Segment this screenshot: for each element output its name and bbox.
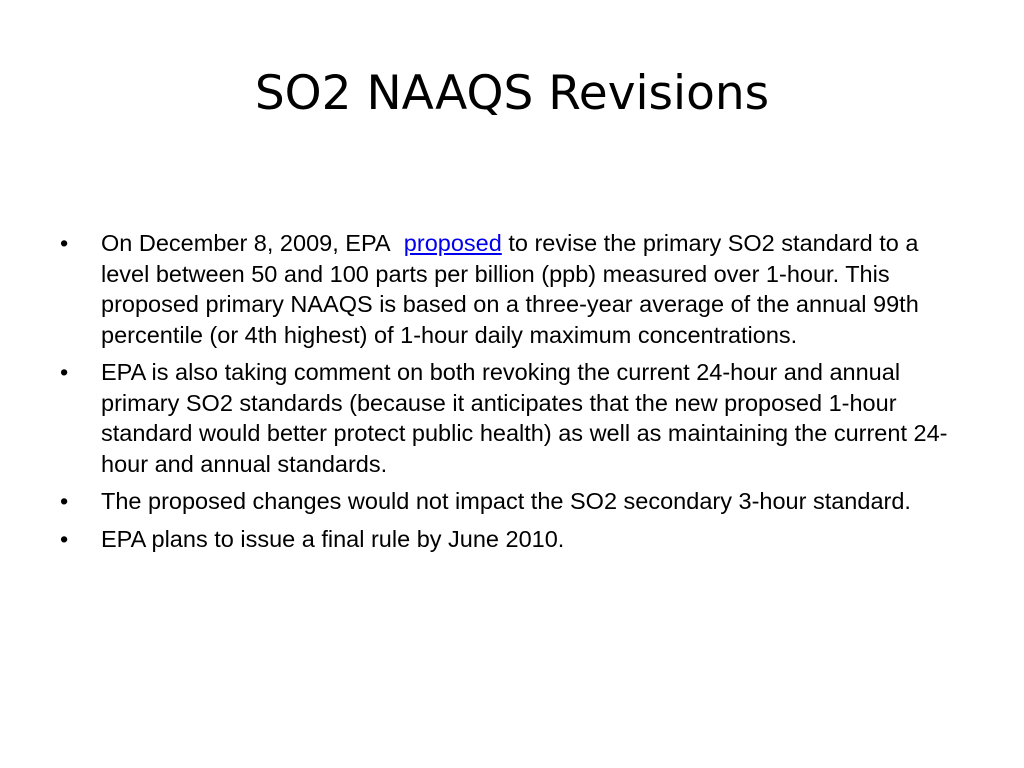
bullet-item-final-rule	[60, 524, 970, 555]
bullet-item-secondary-standard	[60, 486, 970, 517]
bullet-icon: •	[60, 525, 69, 552]
bullet-icon: •	[60, 230, 69, 256]
slide-title: SO2 NAAQS Revisions	[254, 66, 770, 121]
bullet-text-after-link: to revise the primary SO2 standard to a level between 50 and 100 parts per billion (ppb) measured over 1-hour. This proposed primary NAAQS is based on a three-year average of the annual 99th percentile (or 4th highest) of 1-hour daily maximum concentrations.	[101, 230, 919, 348]
proposed-link[interactable]: proposed	[403, 230, 502, 256]
bullet-icon: •	[60, 488, 69, 514]
bullet-text-before-link: On December 8, 2009, EPA	[101, 230, 396, 256]
bullet-item-proposal	[60, 228, 970, 350]
bullet-text: EPA is also taking comment on both revoking the current 24-hour and annual primary SO2 standards (because it anticipates that the new proposed 1-hour standard would better protect public health) as well as maintaining the current 24-hour and annual standards.	[101, 359, 948, 477]
bullet-item-comment	[60, 357, 970, 479]
bullet-text: The proposed changes would not impact the SO2 secondary 3-hour standard.	[101, 488, 911, 514]
bullet-list	[60, 228, 970, 561]
bullet-icon: •	[60, 359, 69, 385]
bullet-text: EPA plans to issue a final rule by June 2010.	[101, 525, 565, 552]
